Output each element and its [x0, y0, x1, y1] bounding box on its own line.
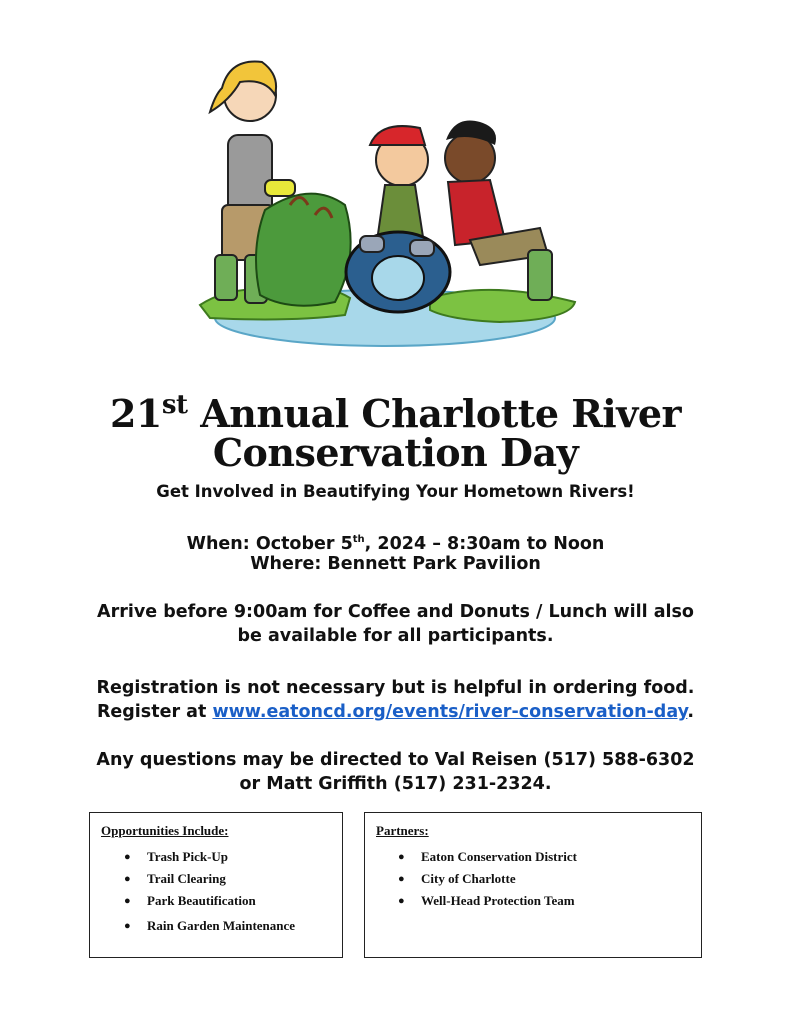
- event-title-line2: Conservation Day: [212, 430, 579, 475]
- partners-heading: Partners:: [376, 823, 429, 838]
- list-item: ● Park Beautification: [147, 890, 295, 912]
- bullet-icon: ●: [124, 895, 131, 907]
- bullet-icon: ●: [398, 851, 405, 863]
- opportunities-list: [124, 846, 296, 937]
- opportunities-heading: Opportunities Include:: [101, 823, 229, 838]
- registration-link[interactable]: www.eatoncd.org/events/river-conservation-day: [212, 702, 688, 722]
- registration-info: Registration is not necessary but is helpful in ordering food.: [96, 678, 695, 698]
- list-item: ● Eaton Conservation District: [421, 846, 577, 868]
- register-line: Register at www.eatoncd.org/events/river-conservation-day.: [96, 702, 695, 722]
- list-item: ● Trash Pick-Up: [147, 846, 295, 868]
- bullet-icon: ●: [398, 895, 405, 907]
- boy-red-shirt-figure: [445, 120, 552, 300]
- event-when: When: October 5th, 2024 – 8:30am to Noon: [186, 534, 605, 554]
- list-item: ● City of Charlotte: [421, 868, 577, 890]
- partners-list: [398, 846, 577, 912]
- trash-bag: [256, 194, 351, 306]
- arrive-info-line1: Arrive before 9:00am for Coffee and Donuts / Lunch will also: [97, 602, 694, 622]
- event-where: Where: Bennett Park Pavilion: [250, 554, 541, 574]
- bullet-icon: ●: [124, 873, 131, 885]
- list-item: ● Trail Clearing: [147, 868, 295, 890]
- partners-box: [364, 812, 702, 958]
- subtitle: Get Involved in Beautifying Your Hometown Rivers!: [156, 482, 635, 501]
- kids-cleaning-river-illustration: [170, 40, 600, 360]
- bullet-icon: ●: [124, 920, 131, 932]
- opportunities-box: [89, 812, 343, 958]
- bullet-icon: ●: [398, 873, 405, 885]
- list-item: ● Rain Garden Maintenance: [147, 915, 295, 937]
- contact-line1: Any questions may be directed to Val Reisen (517) 588-6302: [96, 750, 695, 770]
- event-title-line1: 21st Annual Charlotte River: [109, 390, 682, 436]
- bullet-icon: ●: [124, 851, 131, 863]
- list-item: ● Well-Head Protection Team: [421, 890, 577, 912]
- arrive-info-line2: be available for all participants.: [237, 626, 554, 646]
- contact-line2: or Matt Griffith (517) 231-2324.: [239, 774, 552, 794]
